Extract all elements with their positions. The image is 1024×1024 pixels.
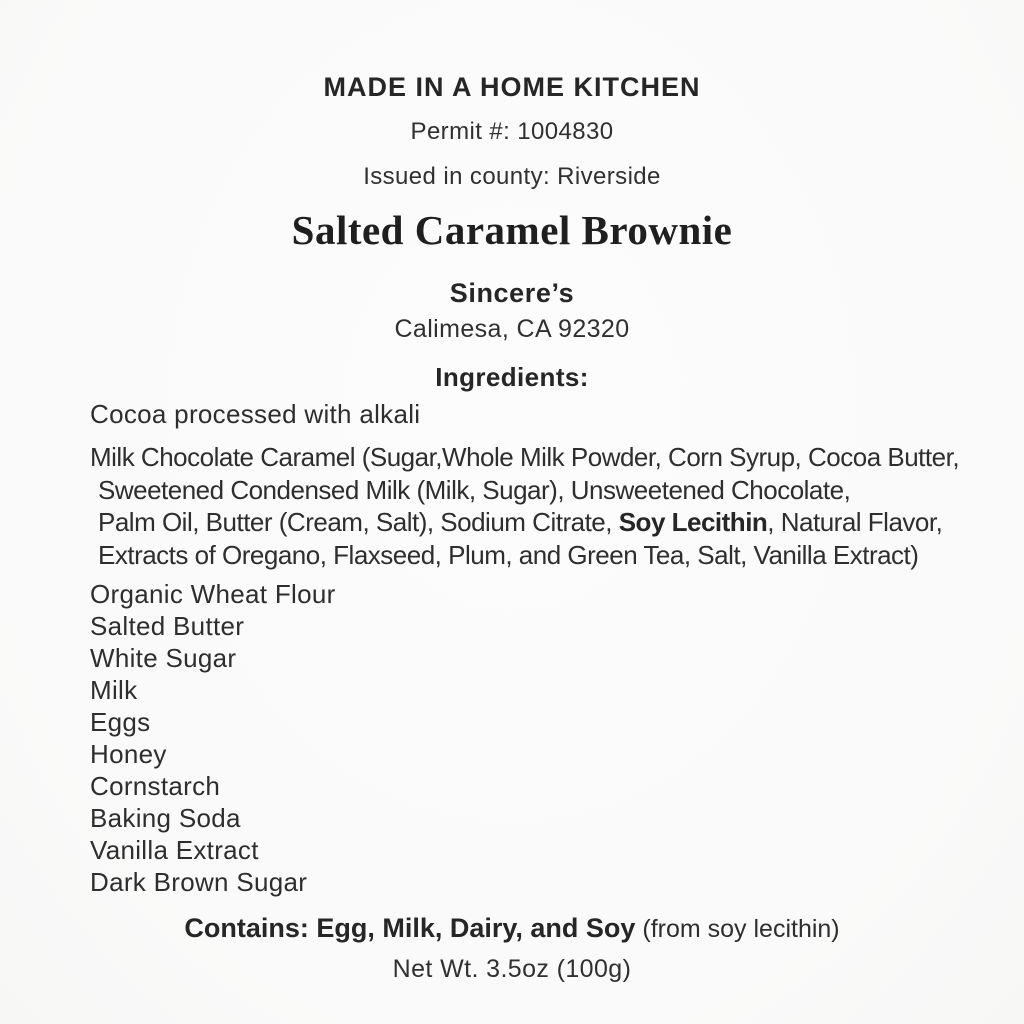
business-location: Calimesa, CA 92320	[394, 315, 630, 343]
ingredient-item-white-sugar: White Sugar	[90, 643, 237, 673]
ingredient-compound-paragraph	[90, 441, 1004, 571]
ingredient-item-eggs: Eggs	[90, 707, 151, 737]
ingredient-cocoa: Cocoa processed with alkali	[90, 399, 421, 429]
issued-county: Issued in county: Riverside	[363, 163, 661, 190]
ingredient-item-honey: Honey	[90, 739, 167, 769]
allergen-statement-bold: Contains: Egg, Milk, Dairy, and Soy	[184, 913, 636, 943]
ingredient-list	[90, 578, 336, 898]
net-weight: Net Wt. 3.5oz (100g)	[392, 955, 632, 983]
ingredient-item-organic-wheat-flour: Organic Wheat Flour	[90, 579, 336, 609]
made-in-home-kitchen-heading: MADE IN A HOME KITCHEN	[323, 72, 701, 102]
ingredient-item-milk: Milk	[90, 675, 138, 705]
permit-number: Permit #: 1004830	[410, 118, 614, 145]
compound-line-1: Milk Chocolate Caramel (Sugar,Whole Milk Powder, Corn Syrup, Cocoa Butter,	[90, 442, 960, 472]
compound-line-3-post: , Natural Flavor,	[767, 507, 943, 537]
compound-line-3-pre: Palm Oil, Butter (Cream, Salt), Sodium Citrate,	[98, 507, 619, 537]
compound-line-3	[90, 506, 1004, 539]
ingredient-item-baking-soda: Baking Soda	[90, 803, 241, 833]
allergen-statement	[0, 913, 1024, 944]
ingredient-item-cornstarch: Cornstarch	[90, 771, 221, 801]
allergen-statement-note: (from soy lecithin)	[635, 915, 840, 943]
ingredient-item-vanilla-extract: Vanilla Extract	[90, 835, 259, 865]
business-name: Sincere’s	[449, 278, 575, 308]
soy-lecithin-bold: Soy Lecithin	[618, 507, 768, 537]
product-name: Salted Caramel Brownie	[291, 207, 733, 253]
compound-line-4: Extracts of Oregano, Flaxseed, Plum, and Green Tea, Salt, Vanilla Extract)	[98, 539, 919, 570]
compound-line-2: Sweetened Condensed Milk (Milk, Sugar), Unsweetened Chocolate,	[98, 474, 851, 505]
ingredient-item-dark-brown-sugar: Dark Brown Sugar	[90, 867, 308, 897]
ingredients-heading: Ingredients:	[435, 362, 589, 392]
ingredient-item-salted-butter: Salted Butter	[90, 611, 245, 641]
